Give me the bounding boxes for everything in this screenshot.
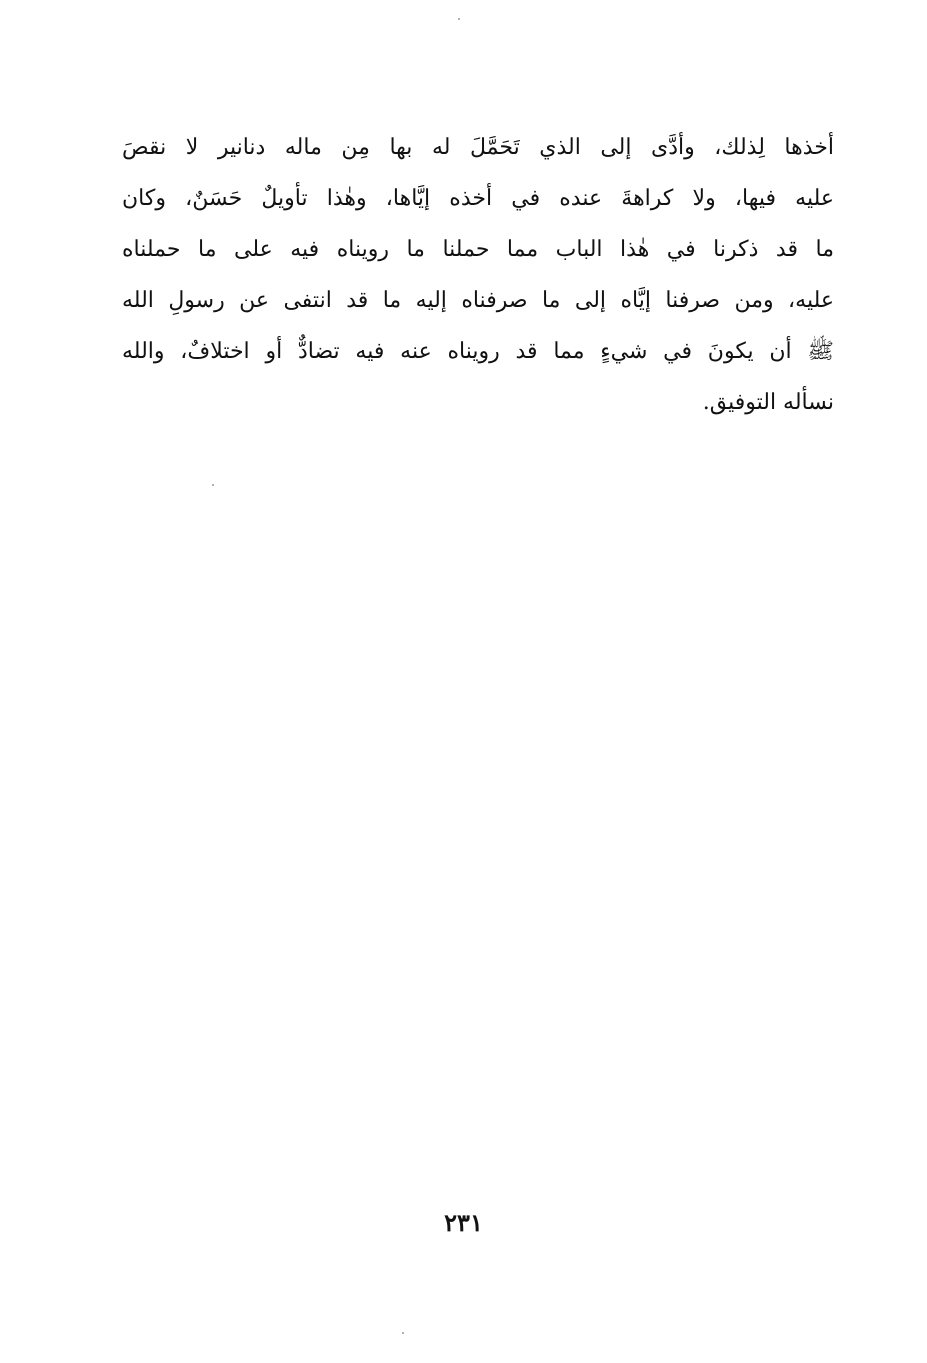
text-line-4: عليه، ومن صرفنا إيَّاه إلى ما صرفناه إليه ما قد انتفى عن رسولِ الله [122, 288, 834, 313]
scan-speck [402, 1332, 404, 1334]
body-text [122, 122, 834, 428]
scan-speck [212, 484, 214, 486]
text-line-6: نسأله التوفيق. [702, 390, 834, 415]
text-line-3: ما قد ذكرنا في هٰذا الباب مما حملنا ما رويناه فيه على ما حملناه [122, 237, 834, 262]
scan-speck [458, 18, 460, 20]
text-line-2: عليه فيها، ولا كراهةَ عنده في أخذه إيَّاها، وهٰذا تأويلٌ حَسَنٌ، وكان [122, 186, 834, 211]
text-line-1: أخذها لِذلك، وأدَّى إلى الذي تَحَمَّلَ له بها مِن ماله دنانير لا نقصَ [122, 135, 834, 160]
page-number: ٢٣١ [444, 1208, 483, 1237]
text-line-5: ﷺ أن يكونَ في شيءٍ مما قد رويناه عنه فيه تضادٌّ أو اختلافٌ، والله [122, 339, 834, 364]
